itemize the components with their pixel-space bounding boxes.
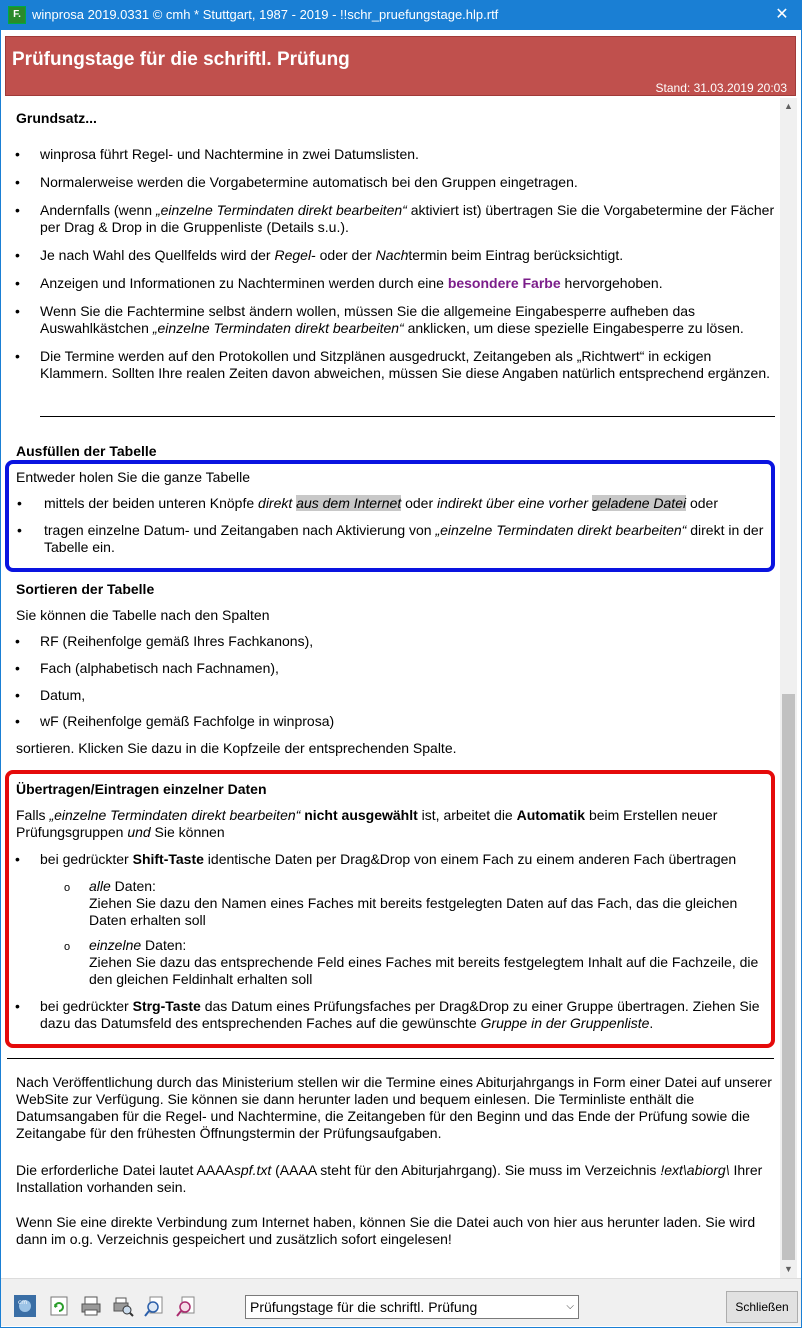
page-title: Prüfungstage für die schriftl. Prüfung (12, 49, 350, 70)
bullet-icon: • (15, 174, 20, 190)
bullet-icon: • (15, 303, 20, 319)
ausfuellen-intro: Entweder holen Sie die ganze Tabelle (16, 469, 251, 485)
heading-uebertragen: Übertragen/Eintragen einzelner Daten (16, 781, 267, 797)
uebertragen-sub-1: alle Daten: Ziehen Sie dazu den Namen eines Faches mit bereits festgelegten Daten auf das Fach, das die gleichen Daten erhalten soll (89, 878, 738, 928)
vertical-scrollbar[interactable] (780, 98, 797, 1278)
grundsatz-item-5: Anzeigen und Informationen zu Nachterminen werden durch eine besondere Farbe hervorgehoben. (40, 275, 663, 291)
sortieren-item: Datum, (40, 687, 86, 703)
refresh-icon[interactable] (48, 1295, 70, 1317)
file-link[interactable]: geladene Datei (591, 495, 687, 511)
window-title: winprosa 2019.0331 © cmh * Stuttgart, 1987 - 2019 - !!schr_pruefungstage.hlp.rtf (32, 7, 499, 22)
ausfuellen-item-2: tragen einzelne Datum- und Zeitangaben nach Aktivierung von „einzelne Termindaten direkt bearbeiten“ direkt in der Tabelle ein. (44, 522, 764, 555)
heading-ausfuellen: Ausfüllen der Tabelle (16, 443, 157, 459)
uebertragen-intro: Falls „einzelne Termindaten direkt bearbeiten“ nicht ausgewählt ist, arbeitet die Automatik beim Erstellen neuer Prüfungsgruppen und Sie können (16, 807, 718, 840)
bottom-toolbar (1, 1278, 801, 1326)
grundsatz-item-7: Die Termine werden auf den Protokollen und Sitzplänen ausgedruckt, Zeitangeben als „Richtwert“ in eckigen Klammern. Sollten Ihre realen Zeiten davon abweichen, müssen Sie diese Angaben natürlich entsprechend ergänzen. (40, 348, 771, 381)
subbullet-icon: o (64, 882, 71, 894)
title-bar (0, 0, 802, 30)
sortieren-item: RF (Reihenfolge gemäß Ihres Fachkanons), (40, 633, 314, 649)
divider (7, 1058, 774, 1059)
search-next-icon[interactable] (176, 1295, 198, 1317)
help-content[interactable] (5, 98, 780, 1278)
sortieren-intro: Sie können die Tabelle nach den Spalten (16, 607, 270, 623)
bullet-icon: • (15, 687, 20, 703)
internet-link[interactable]: aus dem Internet (296, 495, 402, 511)
sortieren-outro: sortieren. Klicken Sie dazu in die Kopfzeile der entsprechenden Spalte. (16, 740, 457, 756)
ausfuellen-item-1: mittels der beiden unteren Knöpfe direkt aus dem Internet oder indirekt über eine vorher geladene Datei oder (44, 495, 719, 511)
bullet-icon: • (17, 495, 22, 511)
bullet-icon: • (17, 522, 22, 538)
footer-paragraph-2: Die erforderliche Datei lautet AAAAspf.txt (AAAA steht für den Abiturjahrgang). Sie muss im Verzeichnis !ext\abiorg\ Ihrer Installation vorhanden sein. (16, 1162, 763, 1195)
highlight-color-text: besondere Farbe (447, 275, 561, 291)
close-button[interactable]: Schließen (726, 1291, 798, 1323)
app-icon[interactable]: F. (8, 6, 26, 24)
grundsatz-item-6: Wenn Sie die Fachtermine selbst ändern wollen, müssen Sie die allgemeine Eingabesperre aufheben das Auswahlkästchen „einzelne Termindaten direkt bearbeiten“ anklicken, um diese spezielle Eingabesperre zu lösen. (40, 303, 744, 336)
uebertragen-sub-2: einzelne Daten: Ziehen Sie dazu das entsprechende Feld eines Faches mit bereits festgelegtem Inhalt auf die Fachzeile, die den gleichen Feldinhalt erhalten soll (89, 937, 759, 987)
svg-text:cm: cm (18, 1299, 28, 1306)
subbullet-icon: o (64, 941, 71, 953)
bullet-icon: • (15, 146, 20, 162)
search-icon[interactable] (144, 1295, 166, 1317)
grundsatz-item-1: winprosa führt Regel- und Nachtermine in zwei Datumslisten. (40, 146, 419, 162)
footer-paragraph-1: Nach Veröffentlichung durch das Ministerium stellen wir die Termine eines Abiturjahrgangs in Form einer Datei auf unserer WebSite zur Verfügung. Sie können sie dann herunter laden und bequem einlesen. Die Terminliste enthält die Datumsangaben für die Regel- und Nachtermine, die Zeitangeben für den Beginn und das Ende der Prüfung sowie die Zeitangabe für den frühesten Öffnungstermin der Prüfungsaufgaben. (16, 1074, 772, 1141)
grundsatz-item-3: Andernfalls (wenn „einzelne Termindaten direkt bearbeiten“ aktiviert ist) übertragen Sie die Vorgabetermine der Fächer per Drag & Drop in die Gruppenliste (Details s.u.). (40, 202, 775, 235)
bullet-icon: • (15, 633, 20, 649)
sortieren-item: Fach (alphabetisch nach Fachnamen), (40, 660, 279, 676)
uebertragen-item-2: bei gedrückter Strg-Taste das Datum eines Prüfungsfaches per Drag&Drop zu einer Gruppe übertragen. Ziehen Sie dazu das Datumsfeld des entsprechenden Faches auf die gewünschte Gruppe in der Gruppenliste. (40, 998, 760, 1031)
topic-select[interactable] (245, 1295, 579, 1319)
uebertragen-item-1: bei gedrückter Shift-Taste identische Daten per Drag&Drop von einem Fach zu einem anderen Fach übertragen (40, 851, 737, 867)
scroll-up-icon[interactable]: ▲ (784, 101, 793, 111)
bullet-icon: • (15, 851, 20, 867)
bullet-icon: • (15, 713, 20, 729)
bullet-icon: • (15, 202, 20, 218)
bullet-icon: • (15, 660, 20, 676)
footer-paragraph-3: Wenn Sie eine direkte Verbindung zum Internet haben, können Sie die Datei auch von hier aus herunter laden. Sie wird dann im o.g. Verzeichnis gespeichert und zusätzlich sofort eingelesen! (16, 1214, 756, 1247)
close-icon[interactable]: ✕ (775, 6, 789, 23)
page-header (5, 36, 796, 96)
sortieren-item: wF (Reihenfolge gemäß Fachfolge in winprosa) (40, 713, 335, 729)
scroll-down-icon[interactable]: ▼ (784, 1264, 793, 1274)
stand-date: Stand: 31.03.2019 20:03 (655, 81, 787, 95)
cmh-logo-icon[interactable] (14, 1295, 36, 1317)
topic-select-value: Prüfungstage für die schriftl. Prüfung (250, 1299, 478, 1315)
bullet-icon: • (15, 275, 20, 291)
grundsatz-item-2: Normalerweise werden die Vorgabetermine automatisch bei den Gruppen eingetragen. (40, 174, 578, 190)
heading-grundsatz: Grundsatz... (16, 110, 97, 126)
bullet-icon: • (15, 247, 20, 263)
heading-sortieren: Sortieren der Tabelle (16, 581, 155, 597)
divider (40, 416, 775, 417)
bullet-icon: • (15, 998, 20, 1014)
chevron-down-icon[interactable]: ⌵ (566, 1301, 574, 1312)
bullet-icon: • (15, 348, 20, 364)
grundsatz-item-4: Je nach Wahl des Quellfelds wird der Regel- oder der Nachtermin beim Eintrag berücksichtigt. (40, 247, 624, 263)
print-icon[interactable] (80, 1295, 102, 1317)
print-preview-icon[interactable] (112, 1295, 134, 1317)
scroll-thumb[interactable] (782, 694, 795, 1260)
